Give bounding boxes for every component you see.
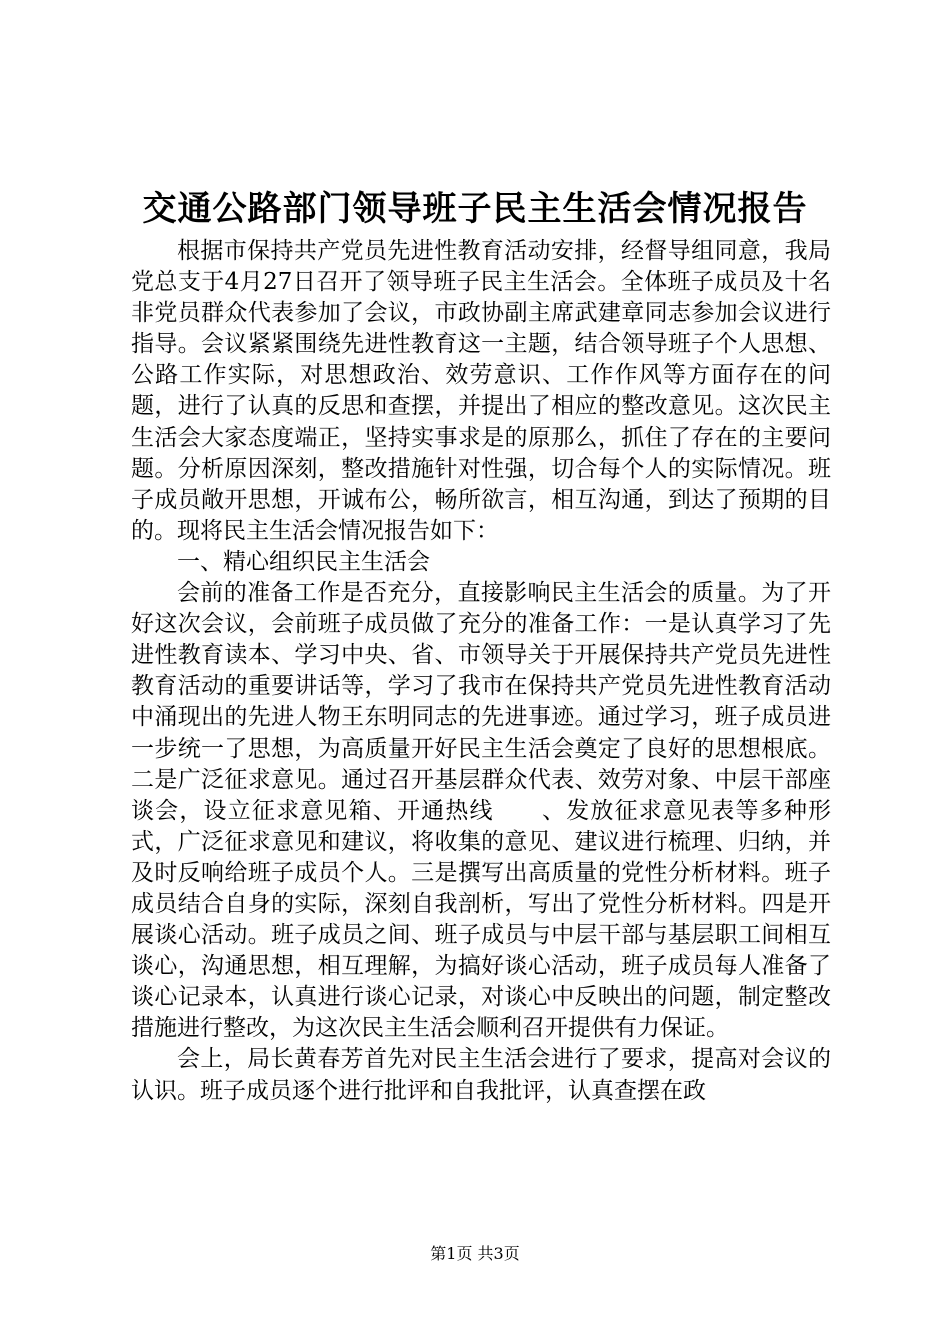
paragraph-meeting: 会上，局长黄春芳首先对民主生活会进行了要求，提高对会议的认识。班子成员逐个进行批评和自我批评，认真查摆在政 bbox=[131, 1046, 831, 1104]
paragraph-preparation: 会前的准备工作是否充分，直接影响民主生活会的质量。为了开好这次会议，会前班子成员做了充分的准备工作：一是认真学习了先进性教育读本、学习中央、省、市领导关于开展保持共产党员先进性教育活动的重要讲话等，学习了我市在保持共产党员先进性教育活动中涌现出的先进人物王东明同志的先进事迹。通过学习，班子成员进一步统一了思想，为高质量开好民主生活会奠定了良好的思想根底。二是广泛征求意见。通过召开基层群众代表、效劳对象、中层干部座谈会，设立征求意见箱、开通热线 、发放征求意见表等多种形式，广泛征求意见和建议，将收集的意见、建议进行梳理、归纳，并及时反响给班子成员个人。三是撰写出高质量的党性分析材料。班子成员结合自身的实际，深刻自我剖析，写出了党性分析材料。四是开展谈心活动。班子成员之间、班子成员与中层干部与基层职工间相互谈心，沟通思想，相互理解，为搞好谈心活动，班子成员每人准备了谈心记录本，认真进行谈心记录，对谈心中反映出的问题，制定整改措施进行整改，为这次民主生活会顺利召开提供有力保证。 bbox=[131, 580, 831, 1042]
document-body bbox=[131, 236, 831, 1107]
section-heading: 一、精心组织民主生活会 bbox=[177, 548, 430, 575]
page-number: 第1页 共3页 bbox=[430, 1244, 520, 1263]
paragraph-intro: 根据市保持共产党员先进性教育活动安排，经督导组同意，我局党总支于4月27日召开了领导班子民主生活会。全体班子成员及十名非党员群众代表参加了会议，市政协副主席武建章同志参加会议进行指导。会议紧紧围绕先进性教育这一主题，结合领导班子个人思想、公路工作实际，对思想政治、效劳意识、工作作风等方面存在的问题，进行了认真的反思和查摆，并提出了相应的整改意见。这次民主生活会大家态度端正，坚持实事求是的原那么，抓住了存在的主要问题。分析原因深刻，整改措施针对性强，切合每个人的实际情况。班子成员敞开思想，开诚布公，畅所欲言，相互沟通，到达了预期的目的。现将民主生活会情况报告如下： bbox=[131, 238, 831, 544]
document-title: 交通公路部门领导班子民主生活会情况报告 bbox=[142, 189, 808, 229]
